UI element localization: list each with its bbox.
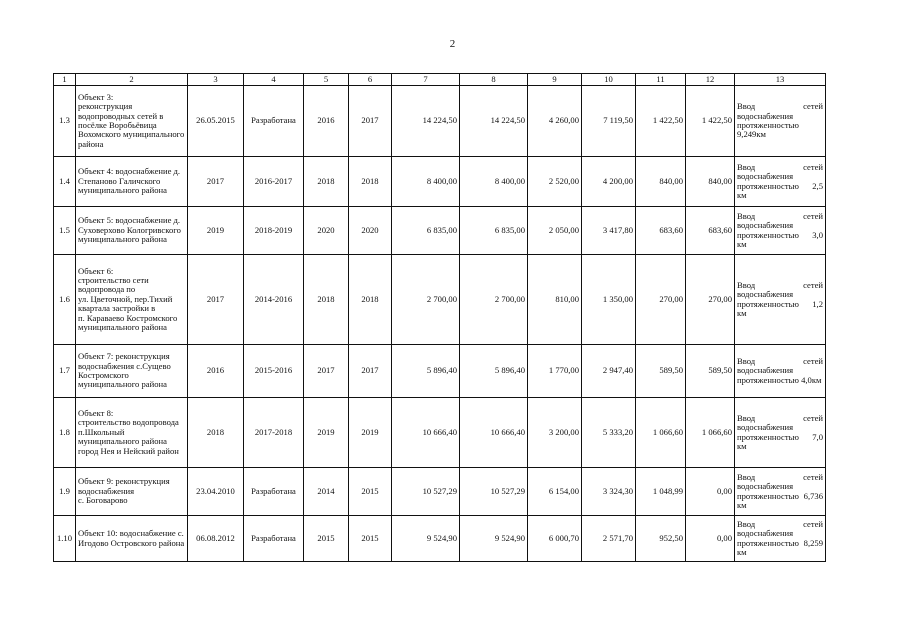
expected-result: Ввод сетей водоснабжения протяженностью 8,259 км — [735, 516, 826, 562]
local-funds: 1 066,60 — [636, 398, 686, 468]
table-row — [54, 345, 826, 398]
total-cost: 9 524,90 — [392, 516, 460, 562]
financing-total: 14 224,50 — [460, 86, 528, 157]
federal-funds: 2 050,00 — [528, 207, 582, 255]
column-header: 3 — [188, 74, 244, 86]
financing-total: 2 700,00 — [460, 255, 528, 345]
federal-funds: 6 154,00 — [528, 468, 582, 516]
object-description: Объект 4: водоснабжение д. Степаново Галичского муниципального района — [76, 157, 188, 207]
other-funds: 270,00 — [686, 255, 735, 345]
start-year: 2020 — [304, 207, 349, 255]
object-description: Объект 6: строительство сети водопровода по ул. Цветочной, пер.Тихий квартала застройки в п. Караваево Костромского муниципального района — [76, 255, 188, 345]
local-funds: 270,00 — [636, 255, 686, 345]
table-row — [54, 207, 826, 255]
expected-result: Ввод сетей водоснабжения протяженностью 4,0км — [735, 345, 826, 398]
header-row — [54, 74, 826, 86]
local-funds: 1 422,50 — [636, 86, 686, 157]
regional-funds: 7 119,50 — [582, 86, 636, 157]
row-number: 1.9 — [54, 468, 76, 516]
table-row — [54, 468, 826, 516]
regional-funds: 4 200,00 — [582, 157, 636, 207]
start-year: 2014 — [304, 468, 349, 516]
row-number: 1.6 — [54, 255, 76, 345]
project-date: 23.04.2010 — [188, 468, 244, 516]
column-header: 13 — [735, 74, 826, 86]
expected-result: Ввод сетей водоснабжения протяженностью 9,249км — [735, 86, 826, 157]
regional-funds: 2 571,70 — [582, 516, 636, 562]
expected-result: Ввод сетей водоснабжения протяженностью 1,2 км — [735, 255, 826, 345]
project-date: 2016 — [188, 345, 244, 398]
design-status: 2015-2016 — [244, 345, 304, 398]
start-year: 2015 — [304, 516, 349, 562]
total-cost: 14 224,50 — [392, 86, 460, 157]
start-year: 2019 — [304, 398, 349, 468]
other-funds: 1 066,60 — [686, 398, 735, 468]
expected-result: Ввод сетей водоснабжения протяженностью 7,0 км — [735, 398, 826, 468]
expected-result: Ввод сетей водоснабжения протяженностью 6,736 км — [735, 468, 826, 516]
design-status: Разработана — [244, 516, 304, 562]
column-header: 8 — [460, 74, 528, 86]
column-header: 11 — [636, 74, 686, 86]
local-funds: 683,60 — [636, 207, 686, 255]
project-date: 2017 — [188, 255, 244, 345]
other-funds: 840,00 — [686, 157, 735, 207]
row-number: 1.4 — [54, 157, 76, 207]
column-header: 5 — [304, 74, 349, 86]
start-year: 2017 — [304, 345, 349, 398]
expected-result: Ввод сетей водоснабжения протяженностью 3,0 км — [735, 207, 826, 255]
table-row — [54, 516, 826, 562]
column-header: 2 — [76, 74, 188, 86]
total-cost: 10 527,29 — [392, 468, 460, 516]
object-description: Объект 10: водоснабжение с. Игодово Островского района — [76, 516, 188, 562]
local-funds: 1 048,99 — [636, 468, 686, 516]
other-funds: 1 422,50 — [686, 86, 735, 157]
total-cost: 2 700,00 — [392, 255, 460, 345]
column-header: 10 — [582, 74, 636, 86]
other-funds: 589,50 — [686, 345, 735, 398]
federal-funds: 4 260,00 — [528, 86, 582, 157]
local-funds: 840,00 — [636, 157, 686, 207]
row-number: 1.8 — [54, 398, 76, 468]
column-header: 4 — [244, 74, 304, 86]
total-cost: 8 400,00 — [392, 157, 460, 207]
column-header: 12 — [686, 74, 735, 86]
other-funds: 0,00 — [686, 468, 735, 516]
total-cost: 5 896,40 — [392, 345, 460, 398]
federal-funds: 6 000,70 — [528, 516, 582, 562]
design-status: 2016-2017 — [244, 157, 304, 207]
financing-total: 9 524,90 — [460, 516, 528, 562]
end-year: 2018 — [349, 255, 392, 345]
design-status: Разработана — [244, 86, 304, 157]
table-row — [54, 398, 826, 468]
project-date: 26.05.2015 — [188, 86, 244, 157]
row-number: 1.10 — [54, 516, 76, 562]
start-year: 2018 — [304, 255, 349, 345]
row-number: 1.5 — [54, 207, 76, 255]
project-date: 2019 — [188, 207, 244, 255]
object-description: Объект 8: строительство водопровода п.Школьный муниципального района город Нея и Нейский район — [76, 398, 188, 468]
row-number: 1.7 — [54, 345, 76, 398]
financing-total: 10 527,29 — [460, 468, 528, 516]
total-cost: 10 666,40 — [392, 398, 460, 468]
other-funds: 0,00 — [686, 516, 735, 562]
regional-funds: 5 333,20 — [582, 398, 636, 468]
financing-total: 5 896,40 — [460, 345, 528, 398]
design-status: Разработана — [244, 468, 304, 516]
design-status: 2017-2018 — [244, 398, 304, 468]
financing-total: 8 400,00 — [460, 157, 528, 207]
column-header: 6 — [349, 74, 392, 86]
other-funds: 683,60 — [686, 207, 735, 255]
end-year: 2020 — [349, 207, 392, 255]
regional-funds: 3 324,30 — [582, 468, 636, 516]
start-year: 2016 — [304, 86, 349, 157]
regional-funds: 3 417,80 — [582, 207, 636, 255]
federal-funds: 3 200,00 — [528, 398, 582, 468]
end-year: 2015 — [349, 516, 392, 562]
design-status: 2018-2019 — [244, 207, 304, 255]
row-number: 1.3 — [54, 86, 76, 157]
project-date: 2017 — [188, 157, 244, 207]
end-year: 2015 — [349, 468, 392, 516]
financing-total: 10 666,40 — [460, 398, 528, 468]
column-header: 7 — [392, 74, 460, 86]
object-description: Объект 5: водоснабжение д. Суховерхово Кологривского муниципального района — [76, 207, 188, 255]
financing-total: 6 835,00 — [460, 207, 528, 255]
federal-funds: 2 520,00 — [528, 157, 582, 207]
design-status: 2014-2016 — [244, 255, 304, 345]
object-description: Объект 7: реконструкция водоснабжения с.Сущево Костромского муниципального района — [76, 345, 188, 398]
end-year: 2019 — [349, 398, 392, 468]
object-description: Объект 9: реконструкция водоснабжения с. Боговарово — [76, 468, 188, 516]
column-header: 9 — [528, 74, 582, 86]
federal-funds: 1 770,00 — [528, 345, 582, 398]
local-funds: 589,50 — [636, 345, 686, 398]
start-year: 2018 — [304, 157, 349, 207]
regional-funds: 1 350,00 — [582, 255, 636, 345]
column-header: 1 — [54, 74, 76, 86]
project-date: 2018 — [188, 398, 244, 468]
federal-funds: 810,00 — [528, 255, 582, 345]
project-date: 06.08.2012 — [188, 516, 244, 562]
total-cost: 6 835,00 — [392, 207, 460, 255]
table-row — [54, 86, 826, 157]
end-year: 2017 — [349, 345, 392, 398]
page-number: 2 — [449, 38, 456, 50]
end-year: 2018 — [349, 157, 392, 207]
data-table — [53, 73, 826, 562]
table-row — [54, 157, 826, 207]
table-row — [54, 255, 826, 345]
end-year: 2017 — [349, 86, 392, 157]
expected-result: Ввод сетей водоснабжения протяженностью 2,5 км — [735, 157, 826, 207]
local-funds: 952,50 — [636, 516, 686, 562]
object-description: Объект 3: реконструкция водопроводных сетей в посёлке Воробьёвица Вохомского муниципального района — [76, 86, 188, 157]
regional-funds: 2 947,40 — [582, 345, 636, 398]
